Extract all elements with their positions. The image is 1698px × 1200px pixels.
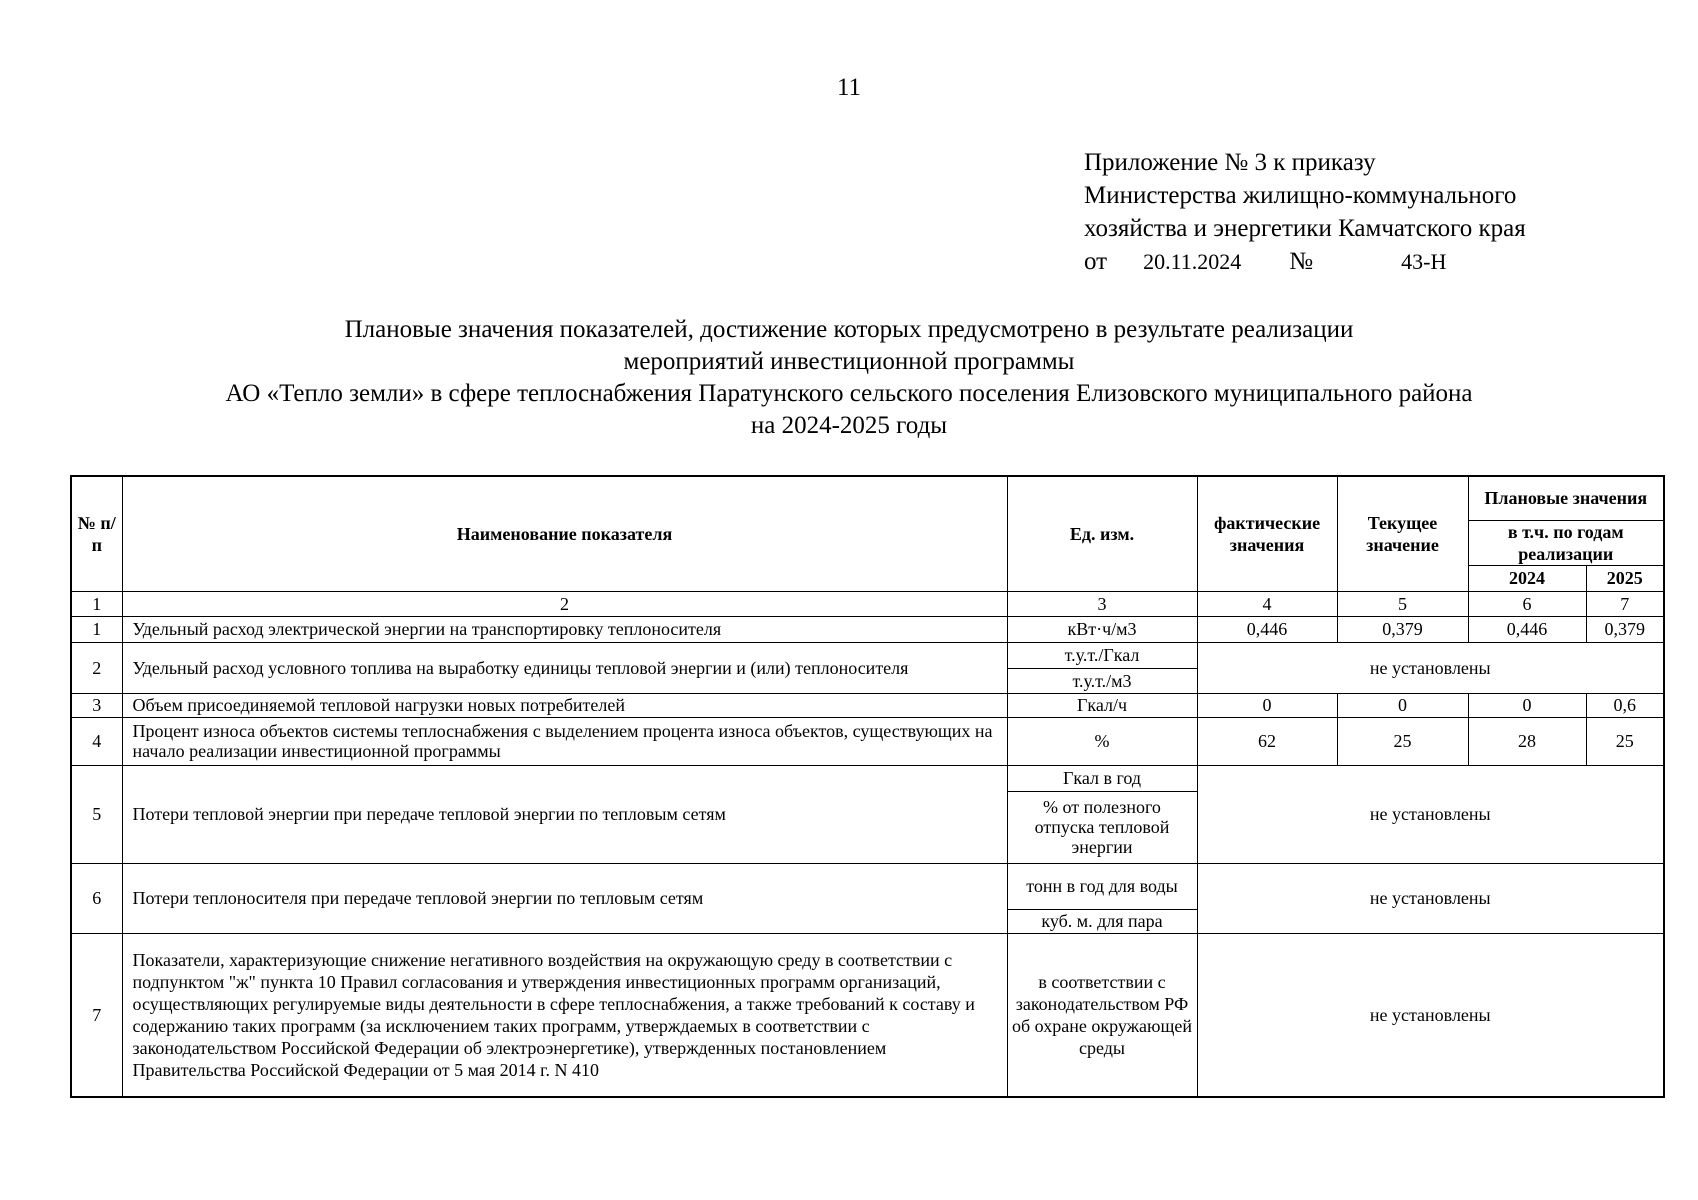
row-number: 7 <box>71 933 122 1097</box>
actual-value: 0,446 <box>1197 616 1337 642</box>
table-row <box>71 693 1664 717</box>
order-from-label: от <box>1084 248 1108 275</box>
indicator-name: Объем присоединяемой тепловой нагрузки новых потребителей <box>122 693 1007 717</box>
actual-value: 62 <box>1197 717 1337 765</box>
header-by-years: в т.ч. по годам реализации <box>1468 520 1664 565</box>
title-line-2: мероприятий инвестиционной программы <box>623 348 1075 375</box>
order-date: 20.11.2024 <box>1143 249 1242 274</box>
table-row <box>71 642 1664 668</box>
column-number: 4 <box>1197 591 1337 616</box>
unit-cell: Гкал/ч <box>1007 693 1197 717</box>
table-row <box>71 717 1664 765</box>
row-number: 4 <box>71 717 122 765</box>
indicator-name: Потери тепловой энергии при передаче тепловой энергии по тепловым сетям <box>122 765 1007 863</box>
row-number: 1 <box>71 616 122 642</box>
appendix-line-2: Министерства жилищно-коммунального <box>1084 182 1517 209</box>
row-number: 6 <box>71 863 122 933</box>
table-row <box>71 765 1664 791</box>
order-number-label: № <box>1289 248 1314 275</box>
title-line-1: Плановые значения показателей, достижение которых предусмотрено в результате реализации <box>344 316 1354 343</box>
column-number: 6 <box>1468 591 1586 616</box>
unit-cell: куб. м. для пара <box>1007 909 1197 933</box>
actual-value: 0 <box>1197 693 1337 717</box>
appendix-line-3: хозяйства и энергетики Камчатского края <box>1084 215 1526 242</box>
column-number: 5 <box>1337 591 1468 616</box>
indicator-name: Процент износа объектов системы теплоснабжения с выделением процента износа объектов, существующих на начало реализации инвестиционной программы <box>122 717 1007 765</box>
unit-cell: тонн в год для воды <box>1007 863 1197 909</box>
column-number: 2 <box>122 591 1007 616</box>
column-number: 1 <box>71 591 122 616</box>
header-name: Наименование показателя <box>122 476 1007 591</box>
indicator-name: Удельный расход электрической энергии на транспортировку теплоносителя <box>122 616 1007 642</box>
unit-cell: т.у.т./м3 <box>1007 668 1197 693</box>
appendix-line-1: Приложение № 3 к приказу <box>1084 149 1376 176</box>
not-set-value: не установлены <box>1197 933 1664 1097</box>
unit-cell: кВт·ч/м3 <box>1007 616 1197 642</box>
title-line-3: АО «Тепло земли» в сфере теплоснабжения Паратунского сельского поселения Елизовского муниципального района <box>225 380 1473 407</box>
table-row <box>71 863 1664 909</box>
header-planned: Плановые значения <box>1468 476 1664 520</box>
table-row <box>71 933 1664 1097</box>
document-title <box>0 314 1698 442</box>
value-2025: 0,6 <box>1586 693 1664 717</box>
unit-cell: Гкал в год <box>1007 765 1197 791</box>
value-2025: 0,379 <box>1586 616 1664 642</box>
header-unit: Ед. изм. <box>1007 476 1197 591</box>
header-current: Текущее значение <box>1337 476 1468 591</box>
unit-cell: % <box>1007 717 1197 765</box>
value-2024: 28 <box>1468 717 1586 765</box>
row-number: 5 <box>71 765 122 863</box>
current-value: 25 <box>1337 717 1468 765</box>
value-2025: 25 <box>1586 717 1664 765</box>
not-set-value: не установлены <box>1197 765 1664 863</box>
indicator-name: Потери теплоносителя при передаче тепловой энергии по тепловым сетям <box>122 863 1007 933</box>
unit-cell: % от полезного отпуска тепловой энергии <box>1007 791 1197 863</box>
value-2024: 0,446 <box>1468 616 1586 642</box>
page-number: 11 <box>836 74 862 101</box>
unit-cell: т.у.т./Гкал <box>1007 642 1197 668</box>
header-actual: фактические значения <box>1197 476 1337 591</box>
column-number-row <box>71 591 1664 616</box>
table-row <box>71 616 1664 642</box>
column-number: 7 <box>1586 591 1664 616</box>
indicator-name: Удельный расход условного топлива на выработку единицы тепловой энергии и (или) теплоносителя <box>122 642 1007 693</box>
appendix-header <box>1084 146 1526 278</box>
header-year-2024: 2024 <box>1468 565 1586 591</box>
indicator-name: Показатели, характеризующие снижение негативного воздействия на окружающую среду в соответствии с подпунктом "ж" пункта 10 Правил согласования и утверждения инвестиционных программ организаций, осуществляющих регулируемые виды деятельности в сфере теплоснабжения, а также требований к составу и содержанию таких программ (за исключением таких программ, утверждаемых в соответствии с законодательством Российской Федерации об электроэнергетике), утвержденных постановлением Правительства Российской Федерации от 5 мая 2014 г. N 410 <box>122 933 1007 1097</box>
current-value: 0 <box>1337 693 1468 717</box>
not-set-value: не установлены <box>1197 642 1664 693</box>
indicators-table <box>70 475 1665 1098</box>
order-reference <box>1084 245 1526 278</box>
not-set-value: не установлены <box>1197 863 1664 933</box>
row-number: 2 <box>71 642 122 693</box>
header-year-2025: 2025 <box>1586 565 1664 591</box>
order-number: 43-Н <box>1401 249 1447 274</box>
current-value: 0,379 <box>1337 616 1468 642</box>
column-number: 3 <box>1007 591 1197 616</box>
row-number: 3 <box>71 693 122 717</box>
value-2024: 0 <box>1468 693 1586 717</box>
header-num: № п/п <box>71 476 122 591</box>
title-line-4: на 2024-2025 годы <box>750 412 948 439</box>
unit-cell: в соответствии с законодательством РФ об охране окружающей среды <box>1007 933 1197 1097</box>
